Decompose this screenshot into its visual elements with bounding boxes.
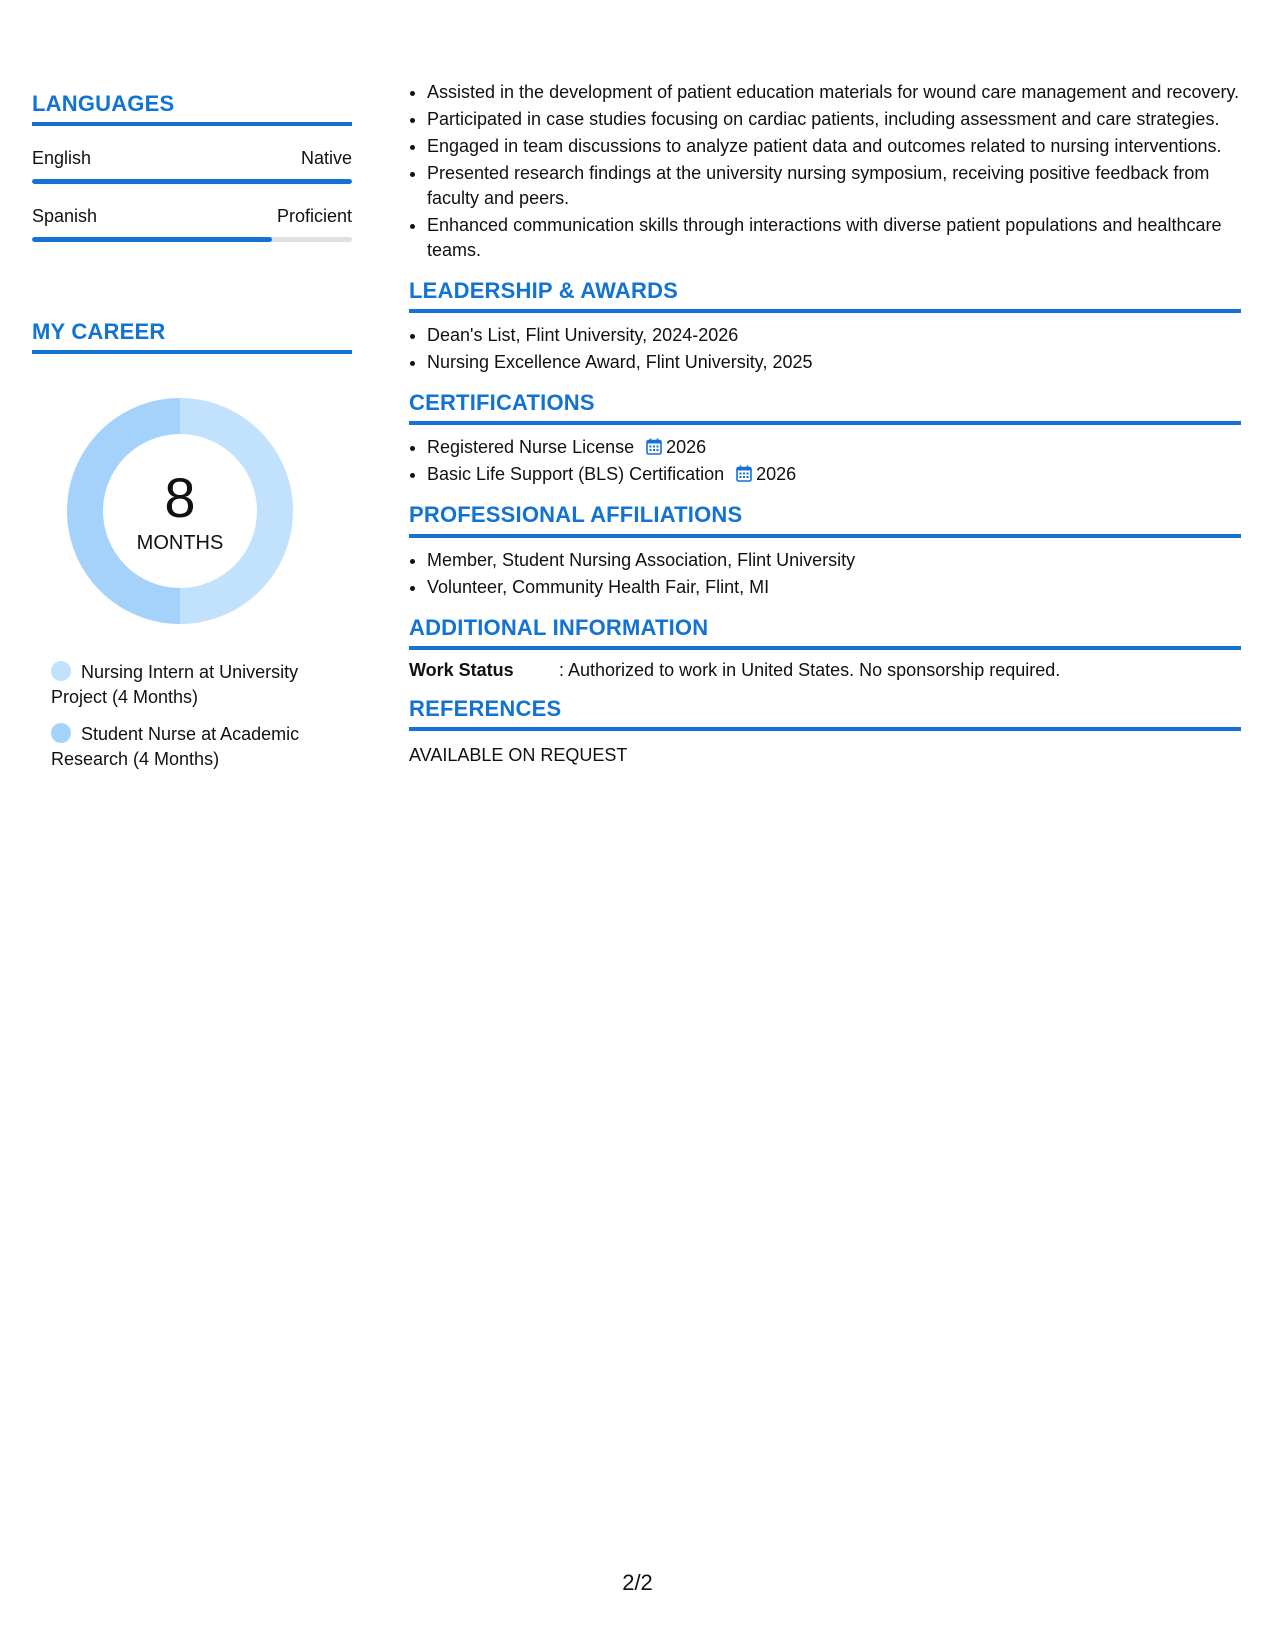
language-proficiency-fill [32,179,352,184]
certification-year: 2026 [666,437,707,458]
career-donut-chart [67,398,293,624]
legend-item [51,660,331,710]
experience-bullet-list [409,80,1241,263]
legend-dot-icon [51,661,71,681]
certifications-list [409,435,1241,487]
experience-bullet: • Engaged in team discussions to analyze patient data and outcomes related to nursing interventions. [427,134,1241,159]
certification-item [427,462,1241,487]
calendar-icon [736,464,752,481]
language-proficiency-bar [32,179,352,184]
work-status-label: Work Status [409,659,514,680]
language-name: English [32,148,92,169]
career-legend [32,660,331,772]
legend-dot-icon [51,723,71,743]
page-number: 2/2 [622,1570,653,1595]
certifications-section [409,391,1241,487]
experience-bullet: • Assisted in the development of patient education materials for wound care management and recovery. [427,80,1241,105]
certification-item [427,435,1241,460]
languages-heading: LANGUAGES [32,92,352,126]
experience-bullet: • Enhanced communication skills through interactions with diverse patient populations and healthcare teams. [427,213,1241,263]
calendar-icon [646,437,662,454]
right-column [409,80,1241,766]
affiliations-heading: PROFESSIONAL AFFILIATIONS [409,503,1241,537]
references-text: AVAILABLE ON REQUEST [409,744,628,765]
experience-bullet: • Presented research findings at the university nursing symposium, receiving positive feedback from faculty and peers. [427,161,1241,211]
language-proficiency-bar [32,237,352,242]
additional-info-heading: ADDITIONAL INFORMATION [409,616,1241,650]
certification-year: 2026 [756,464,797,485]
experience-bullet: • Participated in case studies focusing on cardiac patients, including assessment and care strategies. [427,107,1241,132]
career-total-value: 8 [164,466,196,530]
language-item [32,206,352,242]
language-level: Native [300,148,352,169]
legend-item [51,722,331,772]
additional-info-section [409,616,1241,681]
leadership-item: • Nursing Excellence Award, Flint University, 2025 [427,350,1241,375]
language-item [32,148,352,184]
work-status-row [409,660,1241,681]
certification-name: Registered Nurse License [427,437,635,458]
language-level: Proficient [276,206,352,227]
left-column [32,92,352,784]
career-total-unit: MONTHS [136,532,224,555]
leadership-heading: LEADERSHIP & AWARDS [409,279,1241,313]
references-heading: REFERENCES [409,697,1241,731]
references-section [409,697,1241,766]
career-heading: MY CAREER [32,320,352,354]
certification-name: Basic Life Support (BLS) Certification [427,464,725,485]
affiliations-section [409,503,1241,599]
legend-label: Student Nurse at Academic Research (4 Months) [51,724,300,770]
certifications-heading: CERTIFICATIONS [409,391,1241,425]
affiliations-list [409,548,1241,600]
affiliation-item: • Volunteer, Community Health Fair, Flint, MI [427,575,1241,600]
donut-center-label [67,466,293,555]
leadership-list [409,323,1241,375]
language-proficiency-fill [32,237,272,242]
work-status-value: : Authorized to work in United States. No sponsorship required. [559,659,1061,680]
language-name: Spanish [32,206,98,227]
legend-label: Nursing Intern at University Project (4 Months) [51,662,299,708]
affiliation-item: • Member, Student Nursing Association, Flint University [427,548,1241,573]
leadership-section [409,279,1241,375]
leadership-item: • Dean's List, Flint University, 2024-2026 [427,323,1241,348]
